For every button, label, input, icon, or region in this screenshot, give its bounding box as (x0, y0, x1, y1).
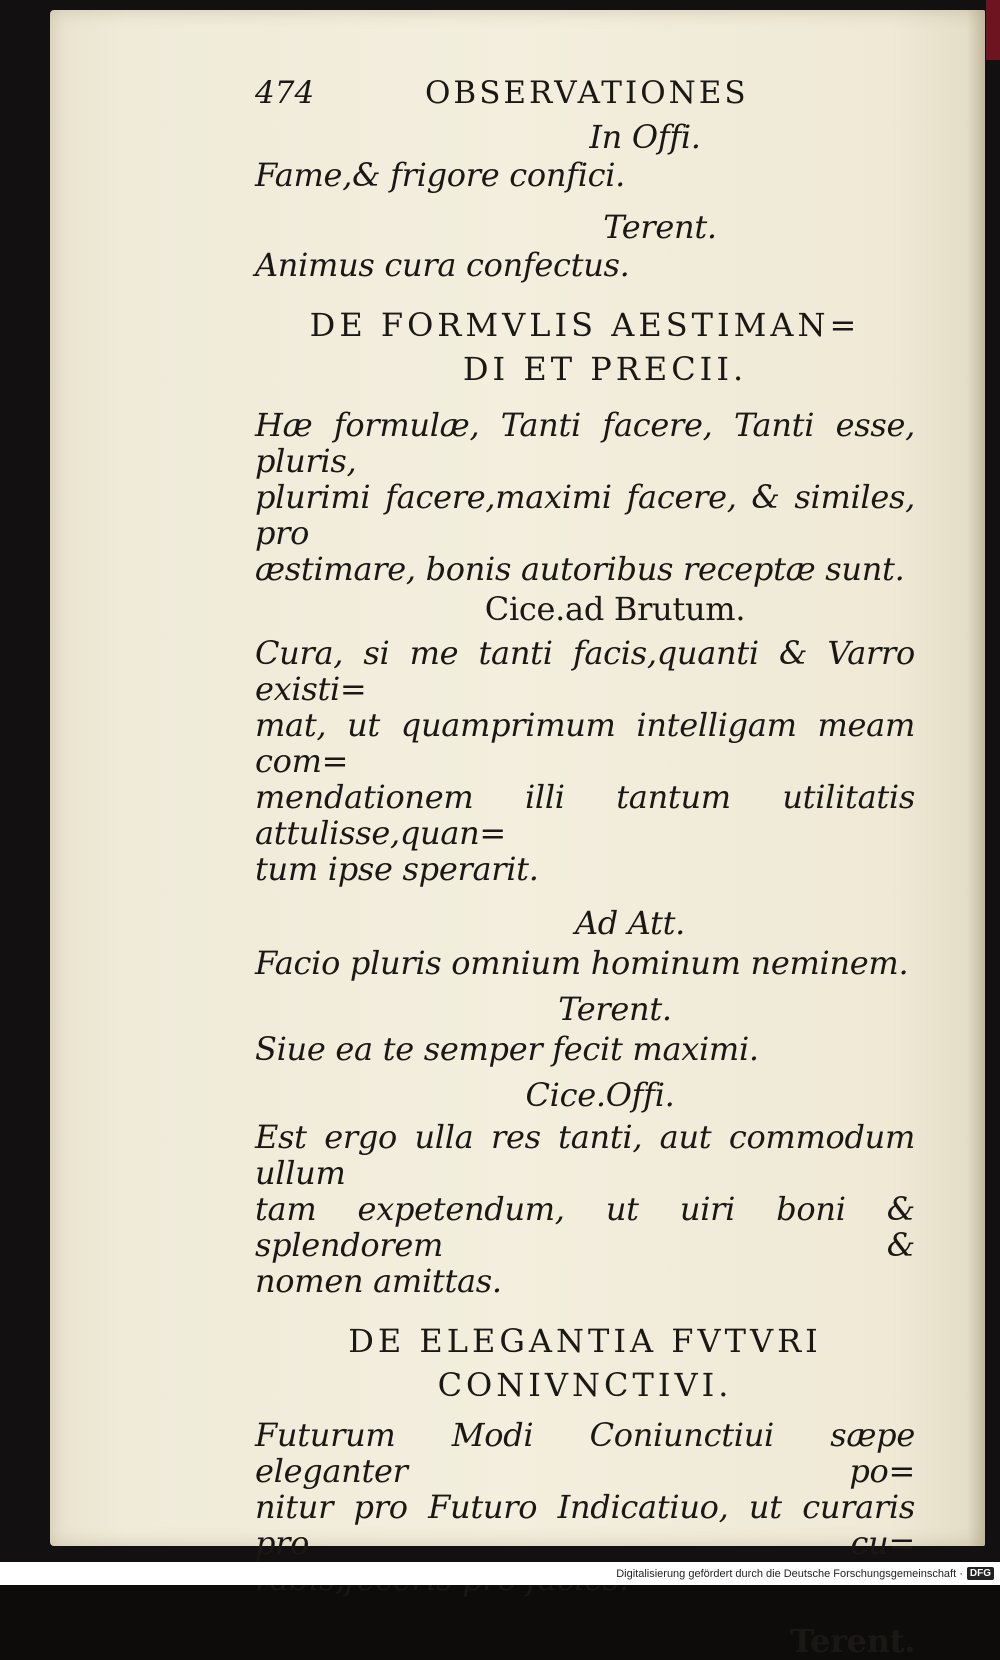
heading-elegantia-line2: CONIVNCTIVI. (437, 1366, 733, 1404)
source-cice-brutum: Cice.ad Brutum. (484, 590, 746, 628)
quote-fame: Fame,& frigore confici. (255, 156, 626, 194)
cura-line-4: tum ipse sperarit. (255, 850, 539, 888)
futurum-line-1: Futurum Modi Coniunctiui sæpe eleganter po= (255, 1416, 915, 1490)
cura-line-2: mat, ut quamprimum intelligam meam com= (255, 706, 915, 780)
page-edge-shadow (967, 10, 985, 1546)
page-text (255, 75, 915, 1659)
heading-formulis-line1: DE FORMVLIS AESTIMAN= (309, 306, 861, 344)
running-title: OBSERVATIONES (425, 75, 749, 111)
catchword: Terent. (790, 1622, 915, 1660)
book-edge-mark (986, 0, 1000, 60)
intro-line-3: æstimare, bonis autoribus receptæ sunt. (255, 550, 905, 588)
quote-siue: Siue ea te semper fecit maximi. (255, 1030, 759, 1068)
intro-line-2: plurimi facere,maximi facere, & similes, pro (255, 478, 915, 552)
est-line-2: tam expetendum, ut uiri boni & splendorem & (255, 1190, 915, 1264)
paragraph-est (255, 1119, 915, 1299)
heading-formulis-line2: DI ET PRECII. (462, 350, 748, 388)
cura-line-1: Cura, si me tanti facis,quanti & Varro existi= (255, 634, 915, 708)
source-cice-offi: Cice.Offi. (525, 1076, 675, 1114)
cura-line-3: mendationem illi tantum utilitatis attulisse,quan= (255, 778, 915, 852)
heading-elegantia-line1: DE ELEGANTIA FVTVRI (348, 1322, 822, 1360)
est-line-1: Est ergo ulla res tanti, aut commodum ullum (255, 1118, 915, 1192)
source-terent-1: Terent. (603, 208, 717, 246)
dfg-logo: DFG (967, 1567, 994, 1580)
est-line-3: nomen amittas. (255, 1262, 502, 1300)
running-head (255, 75, 915, 119)
footer-credit: Digitalisierung gefördert durch die Deutsche Forschungsgemeinschaft · (616, 1567, 963, 1580)
source-ad-att: Ad Att. (574, 904, 686, 942)
intro-line-1: Hæ formulæ, Tanti facere, Tanti esse, pluris, (255, 406, 915, 480)
source-in-offi: In Offi. (589, 118, 701, 156)
paragraph-intro (255, 407, 915, 587)
page-number: 474 (255, 75, 315, 111)
source-terent-2: Terent. (558, 990, 672, 1028)
digitization-footer (0, 1562, 1000, 1585)
paragraph-cura (255, 635, 915, 887)
quote-facio: Facio pluris omnium hominum neminem. (255, 944, 909, 982)
futurum-line-2: nitur pro Futuro Indicatiuo, ut curaris pro cu= (255, 1488, 915, 1562)
quote-animus: Animus cura confectus. (255, 246, 630, 284)
